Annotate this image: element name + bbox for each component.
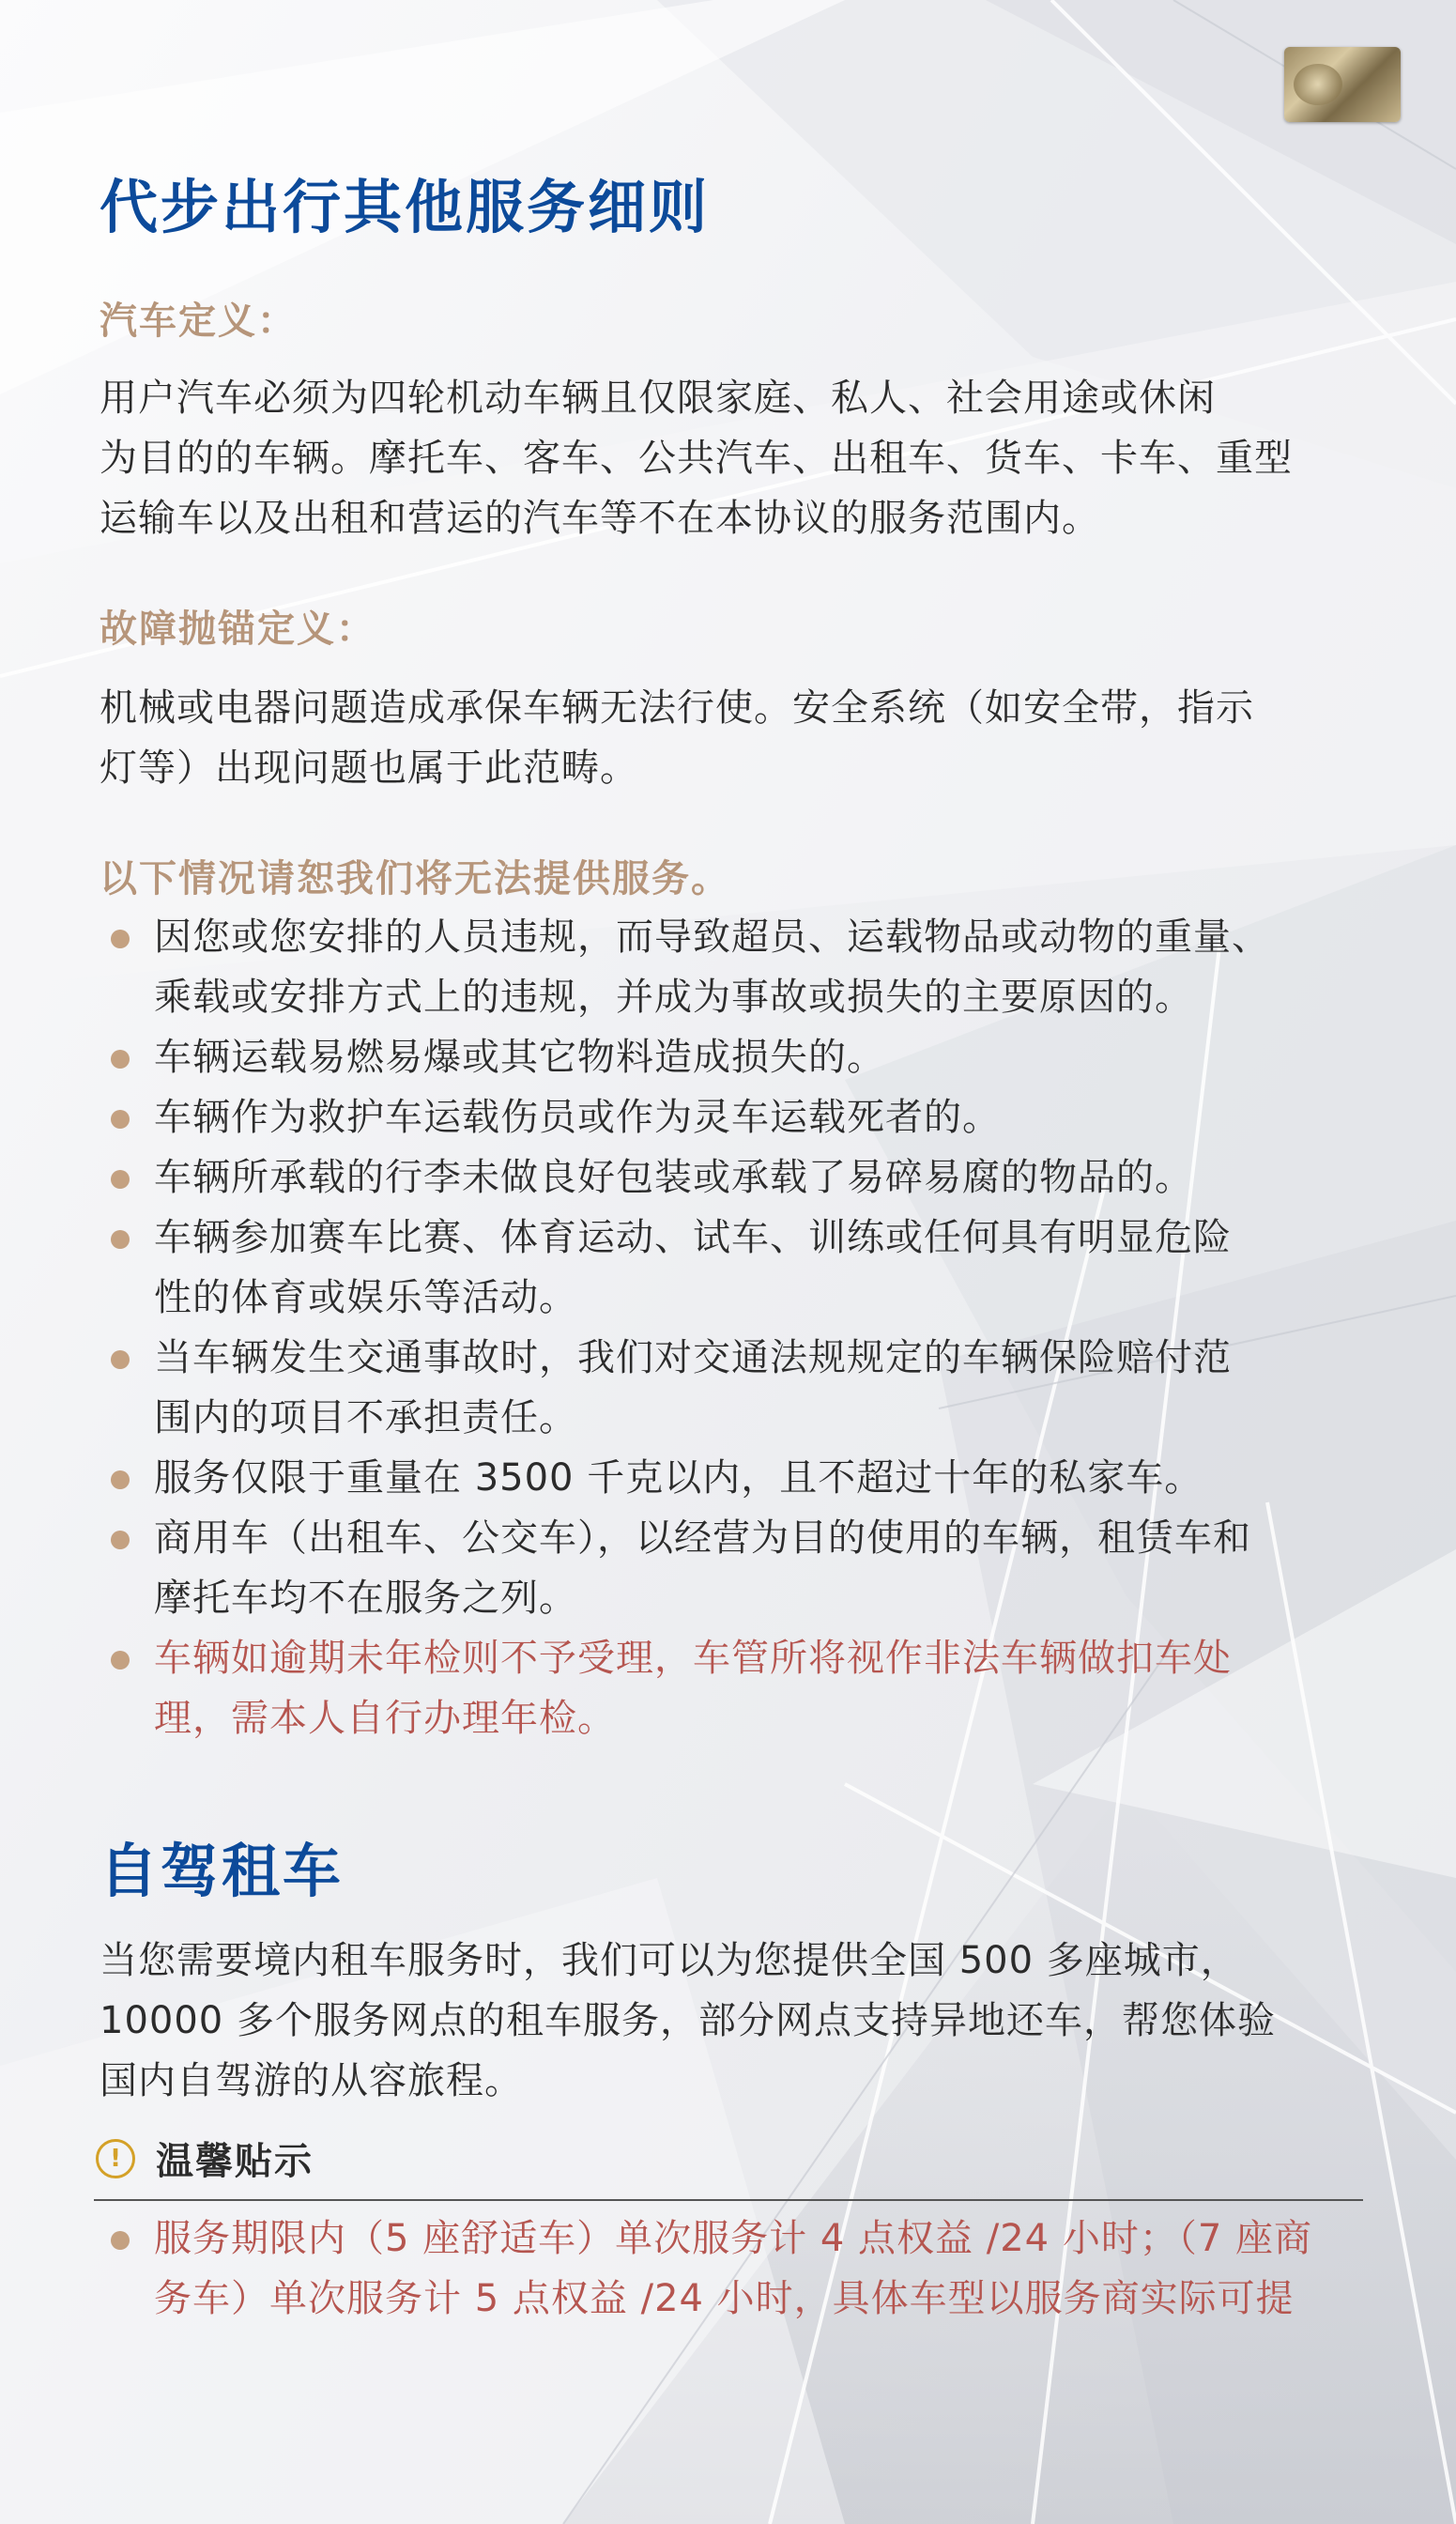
bullet-dot-icon — [111, 1651, 130, 1670]
rental-title: 自驾租车 — [100, 1837, 345, 1905]
tips-divider — [94, 2199, 1363, 2201]
bullet-dot-icon — [111, 1050, 130, 1069]
breakdown-definition-line: 机械或电器问题造成承保车辆无法行使。安全系统（如安全带，指示 — [100, 686, 1254, 730]
list-item-notice — [100, 2208, 1357, 2329]
bullet-dot-icon — [111, 1230, 130, 1249]
page-title: 代步出行其他服务细则 — [100, 173, 711, 241]
bullet-dot-icon — [111, 930, 130, 948]
rental-text — [100, 1931, 1357, 2111]
list-item-line: 因您或您安排的人员违规，而导致超员、运载物品或动物的重量、 — [154, 916, 1270, 959]
list-item — [100, 1027, 1357, 1087]
list-item-line: 服务仅限于重量在 3500 千克以内，且不超过十年的私家车。 — [154, 1456, 1203, 1500]
list-item — [100, 1508, 1357, 1628]
exclusions-heading: 以下情况请恕我们将无法提供服务。 — [100, 857, 730, 900]
rental-line: 10000 多个服务网点的租车服务，部分网点支持异地还车，帮您体验 — [100, 1999, 1276, 2042]
list-item — [100, 1208, 1357, 1328]
rental-line: 国内自驾游的从容旅程。 — [100, 2059, 523, 2102]
list-item-line: 性的体育或娱乐等活动。 — [154, 1276, 577, 1319]
list-item-line: 乘载或安排方式上的违规，并成为事故或损失的主要原因的。 — [154, 976, 1193, 1019]
bullet-dot-icon — [111, 1170, 130, 1189]
car-definition-text — [100, 368, 1357, 548]
bullet-dot-icon — [111, 1470, 130, 1489]
bullet-dot-icon — [111, 2231, 130, 2250]
tips-header — [96, 2132, 314, 2185]
list-item — [100, 1147, 1357, 1208]
list-item-line: 车辆如逾期未年检则不予受理，车管所将视作非法车辆做扣车处 — [154, 1637, 1232, 1680]
rental-line: 当您需要境内租车服务时，我们可以为您提供全国 500 多座城市， — [100, 1939, 1239, 1982]
breakdown-definition-text — [100, 678, 1357, 798]
list-item-line: 车辆所承载的行李未做良好包装或承载了易碎易腐的物品的。 — [154, 1156, 1193, 1199]
list-item-line: 商用车（出租车、公交车），以经营为目的使用的车辆，租赁车和 — [154, 1516, 1251, 1560]
list-item-line: 理，需本人自行办理年检。 — [154, 1697, 616, 1740]
tips-list — [100, 2208, 1357, 2329]
exclamation-circle-icon: ! — [96, 2139, 135, 2178]
list-item — [100, 1087, 1357, 1147]
breakdown-definition-heading: 故障抛锚定义： — [100, 608, 375, 651]
list-item — [100, 907, 1357, 1027]
car-definition-line: 运输车以及出租和营运的汽车等不在本协议的服务范围内。 — [100, 497, 1100, 540]
list-item-line: 车辆参加赛车比赛、体育运动、试车、训练或任何具有明显危险 — [154, 1216, 1232, 1259]
list-item-line: 车辆作为救护车运载伤员或作为灵车运载死者的。 — [154, 1096, 1001, 1139]
list-item-line: 服务期限内（5 座舒适车）单次服务计 4 点权益 /24 小时；（7 座商 — [154, 2217, 1313, 2260]
car-definition-line: 为目的的车辆。摩托车、客车、公共汽车、出租车、货车、卡车、重型 — [100, 437, 1293, 480]
list-item — [100, 1328, 1357, 1448]
breakdown-definition-line: 灯等）出现问题也属于此范畴。 — [100, 746, 638, 790]
bullet-dot-icon — [111, 1350, 130, 1369]
bullet-dot-icon — [111, 1110, 130, 1129]
bullet-dot-icon — [111, 1531, 130, 1549]
bank-card-icon — [1284, 47, 1401, 122]
car-definition-line: 用户汽车必须为四轮机动车辆且仅限家庭、私人、社会用途或休闲 — [100, 377, 1216, 420]
car-definition-heading: 汽车定义： — [100, 300, 297, 343]
list-item-line: 车辆运载易燃易爆或其它物料造成损失的。 — [154, 1036, 885, 1079]
list-item-line: 务车）单次服务计 5 点权益 /24 小时，具体车型以服务商实际可提 — [154, 2277, 1295, 2320]
exclusions-list — [100, 907, 1357, 1748]
list-item-line: 围内的项目不承担责任。 — [154, 1396, 577, 1439]
list-item-line: 摩托车均不在服务之列。 — [154, 1577, 577, 1620]
list-item — [100, 1448, 1357, 1508]
list-item-line: 当车辆发生交通事故时，我们对交通法规规定的车辆保险赔付范 — [154, 1336, 1232, 1379]
list-item-notice — [100, 1628, 1357, 1748]
tips-label: 温馨贴示 — [156, 2140, 314, 2183]
